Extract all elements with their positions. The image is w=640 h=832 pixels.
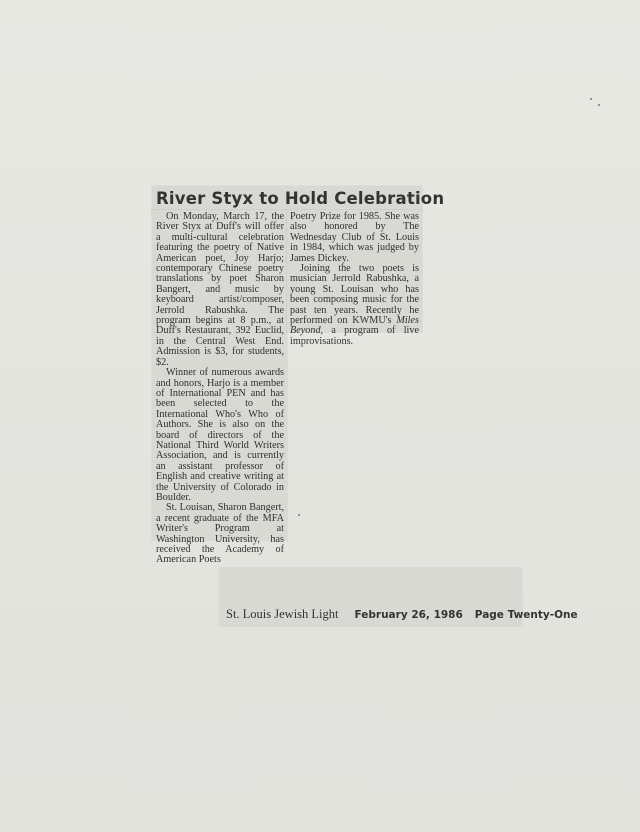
paper-speck: [598, 104, 600, 106]
paper-speck: [590, 98, 592, 100]
paragraph-bangert: St. Louisan, Sharon Bangert, a recent graduate of the MFA Writer's Program at Washington University, has received the Academy of American Poets: [156, 502, 284, 566]
paragraph-rabushka: [290, 264, 419, 347]
paragraph-harjo: Winner of numerous awards and honors, Harjo is a member of International PEN and has been selected to the International Who's Who of Authors. She is also on the board of directors of the National Third World Writers Association, and is currently an assistant professor of English and creative writing at the University of Colorado in Boulder.: [156, 367, 284, 503]
paper-speck: [298, 514, 300, 516]
page-number: Page Twenty-One: [474, 609, 578, 621]
publication-footer: [226, 605, 578, 623]
article-left-column: [156, 212, 284, 566]
radio-program-title: Miles Beyond,: [290, 315, 419, 337]
article-headline: River Styx to Hold Celebration: [156, 189, 445, 208]
rabushka-text-1: Joining the two poets is musician Jerrold Rabushka, a young St. Louisan who has been composing music for the past ten years. Recently he performed on KWMU's: [290, 263, 419, 327]
headline-clipping: [152, 186, 445, 212]
paragraph-prize: Poetry Prize for 1985. She was also honored by The Wednesday Club of St. Louis in 1984, which was judged by James Dickey.: [290, 211, 419, 264]
publication-name: St. Louis Jewish Light: [226, 607, 339, 621]
rabushka-text-2: a program of live improvisations.: [290, 325, 419, 347]
publication-date: February 26, 1986: [354, 609, 463, 621]
article-right-column: [290, 212, 419, 347]
paragraph-event: On Monday, March 17, the River Styx at Duff's will offer a multi-cultural celebration featuring the poetry of Native American poet, Joy Harjo; contemporary Chinese poetry translations by poet Sharon Bangert, and music by keyboard artist/composer, Jerrold Rabushka. The program begins at 8 p.m., at Duff's Restaurant, 392 Euclid, in the Central West End. Admission is $3, for students, $2.: [156, 211, 284, 368]
